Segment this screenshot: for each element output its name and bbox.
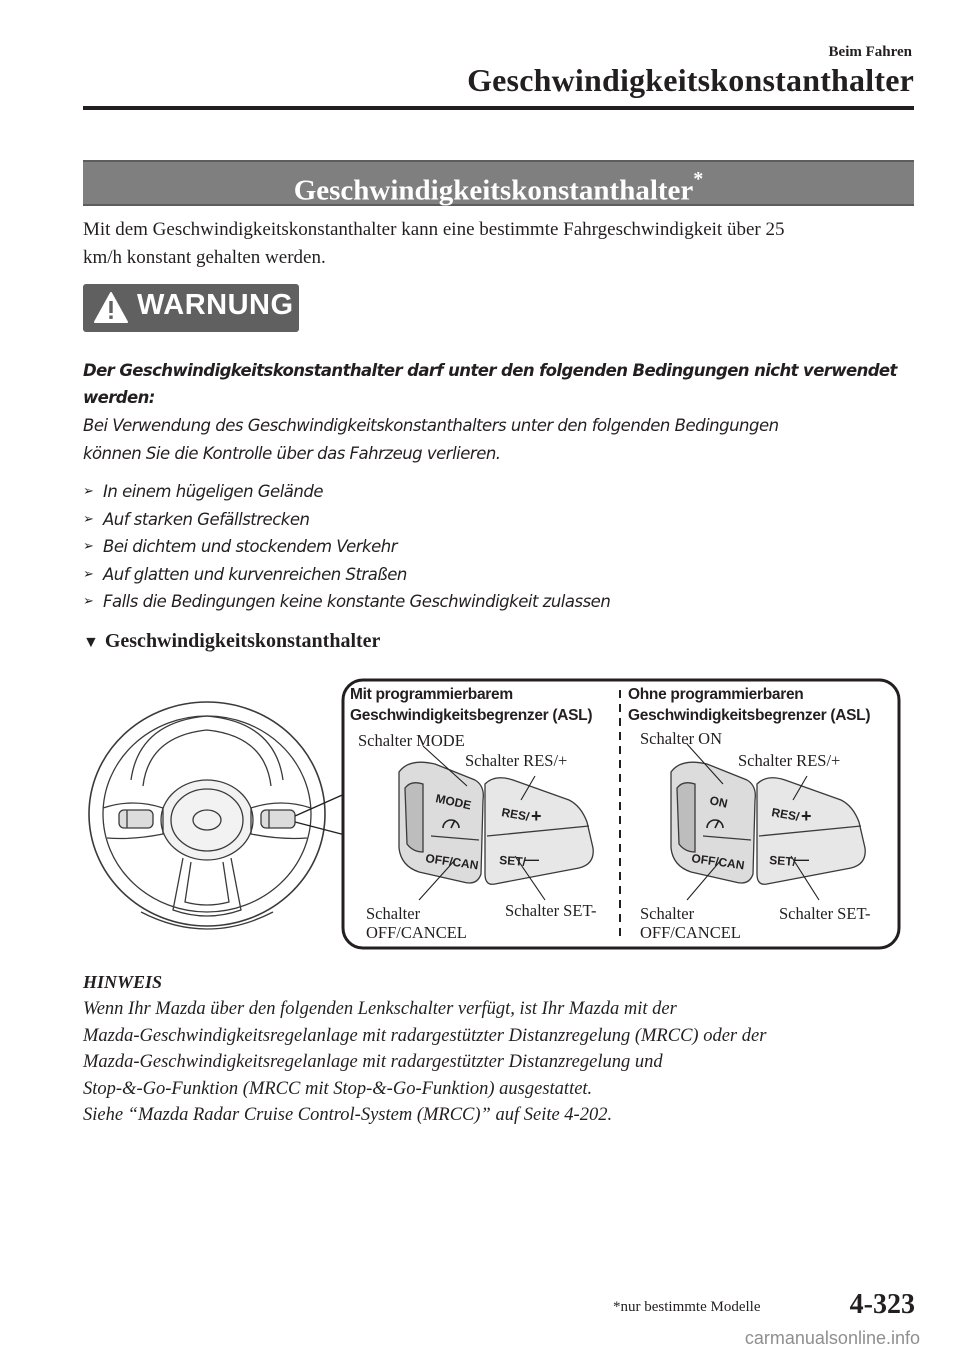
triangle-down-icon: ▼ — [83, 634, 99, 651]
mode-switch-label: Schalter MODE — [358, 731, 465, 750]
intro-line: Mit dem Geschwindigkeitskonstanthalter kann eine bestimmte Fahrgeschwindigkeit über 25 — [83, 219, 785, 240]
caption-line: Mit programmierbarem — [350, 686, 513, 703]
list-item — [83, 588, 913, 616]
note-line: Mazda-Geschwindigkeitsregelanlage mit radargestützter Distanzregelung (MRCC) oder der — [83, 1025, 767, 1046]
note-heading: HINWEIS — [83, 972, 163, 992]
footnote: *nur bestimmte Modelle — [613, 1299, 761, 1315]
warning-label: WARNUNG — [137, 289, 294, 321]
off-cancel-button-text: OFF/CAN — [690, 851, 746, 873]
section-title: Geschwindigkeitskonstanthalter — [293, 174, 694, 207]
arrow-bullet-icon: ➢ — [83, 484, 94, 499]
subsection-heading — [83, 630, 380, 653]
minus-icon: — — [795, 851, 809, 867]
label-line: OFF/CANCEL — [640, 923, 741, 942]
warning-body — [83, 412, 923, 468]
res-switch-label: Schalter RES/+ — [465, 751, 568, 770]
plus-icon: + — [531, 806, 542, 826]
list-item — [83, 561, 913, 589]
off-cancel-button-text: OFF/CAN — [424, 851, 480, 873]
label-line: Schalter — [366, 904, 421, 923]
off-cancel-switch-label — [640, 904, 741, 942]
list-item-text: Bei dichtem und stockendem Verkehr — [103, 537, 398, 556]
caption-line: Ohne programmierbaren — [628, 686, 804, 703]
section-title-bar — [83, 160, 914, 206]
warning-badge — [83, 284, 299, 332]
steering-switch-figure — [83, 676, 903, 956]
arrow-bullet-icon: ➢ — [83, 511, 94, 527]
res-switch-label: Schalter RES/+ — [738, 751, 841, 770]
warning-body-line: Bei Verwendung des Geschwindigkeitskonstanthalters unter den folgenden Bedingungen — [83, 416, 779, 435]
warning-heading-line: werden: — [83, 388, 155, 407]
page-number: 4-323 — [849, 1289, 915, 1320]
set-switch-label: Schalter SET- — [505, 901, 597, 920]
set-button-text: SET/ — [768, 853, 797, 869]
note-line: Siehe “Mazda Radar Cruise Control-System (MRCC)” auf Seite 4-202. — [83, 1105, 613, 1125]
on-button-text: ON — [708, 793, 729, 811]
note-body — [83, 996, 918, 1129]
left-caption — [350, 684, 592, 726]
page-title: Geschwindigkeitskonstanthalter — [467, 62, 914, 98]
note-line: Wenn Ihr Mazda über den folgenden Lenkschalter verfügt, ist Ihr Mazda mit der — [83, 999, 677, 1019]
list-item-text: Falls die Bedingungen keine konstante Geschwindigkeit zulassen — [103, 592, 611, 611]
note-line: Mazda-Geschwindigkeitsregelanlage mit radargestützter Distanzregelung und — [83, 1052, 663, 1072]
res-button-text: RES/ — [770, 805, 801, 824]
subsection-title: Geschwindigkeitskonstanthalter — [104, 630, 381, 652]
chapter-label: Beim Fahren — [828, 44, 912, 60]
on-switch-label: Schalter ON — [640, 729, 723, 748]
condition-list — [83, 478, 913, 616]
arrow-bullet-icon: ➢ — [83, 594, 94, 609]
plus-icon: + — [801, 806, 812, 826]
right-caption — [628, 684, 870, 726]
set-button-text: SET/ — [498, 853, 527, 869]
res-button-text: RES/ — [500, 805, 531, 824]
arrow-bullet-icon: ➢ — [83, 539, 94, 554]
intro-paragraph — [83, 216, 914, 272]
caption-line: Geschwindigkeitsbegrenzer (ASL) — [350, 707, 593, 724]
warning-heading — [83, 357, 923, 411]
list-item — [83, 478, 913, 506]
warning-heading-line: Der Geschwindigkeitskonstanthalter darf unter den folgenden Bedingungen nicht verwendet — [83, 361, 897, 380]
label-line: OFF/CANCEL — [366, 923, 467, 942]
intro-line: km/h konstant gehalten werden. — [83, 247, 326, 268]
warning-body-line: können Sie die Kontrolle über das Fahrzeug verlieren. — [83, 444, 501, 463]
off-cancel-switch-label — [366, 904, 467, 942]
header-rule — [83, 106, 914, 110]
list-item — [83, 533, 913, 561]
watermark: carmanualsonline.info — [744, 1328, 920, 1348]
list-item-text: Auf starken Gefällstrecken — [103, 509, 310, 529]
list-item — [83, 506, 913, 534]
set-switch-label: Schalter SET- — [779, 904, 871, 923]
note-line: Stop-&-Go-Funktion (MRCC mit Stop-&-Go-Funktion) ausgestattet. — [83, 1078, 593, 1099]
caption-line: Geschwindigkeitsbegrenzer (ASL) — [628, 707, 871, 724]
list-item-text: In einem hügeligen Gelände — [103, 482, 323, 501]
arrow-bullet-icon: ➢ — [83, 566, 94, 582]
warning-triangle-icon — [93, 291, 129, 325]
mode-button-text: MODE — [434, 791, 473, 813]
label-line: Schalter — [640, 904, 695, 923]
minus-icon: — — [525, 851, 539, 867]
list-item-text: Auf glatten und kurvenreichen Straßen — [103, 564, 407, 584]
footnote-marker: * — [693, 168, 704, 190]
